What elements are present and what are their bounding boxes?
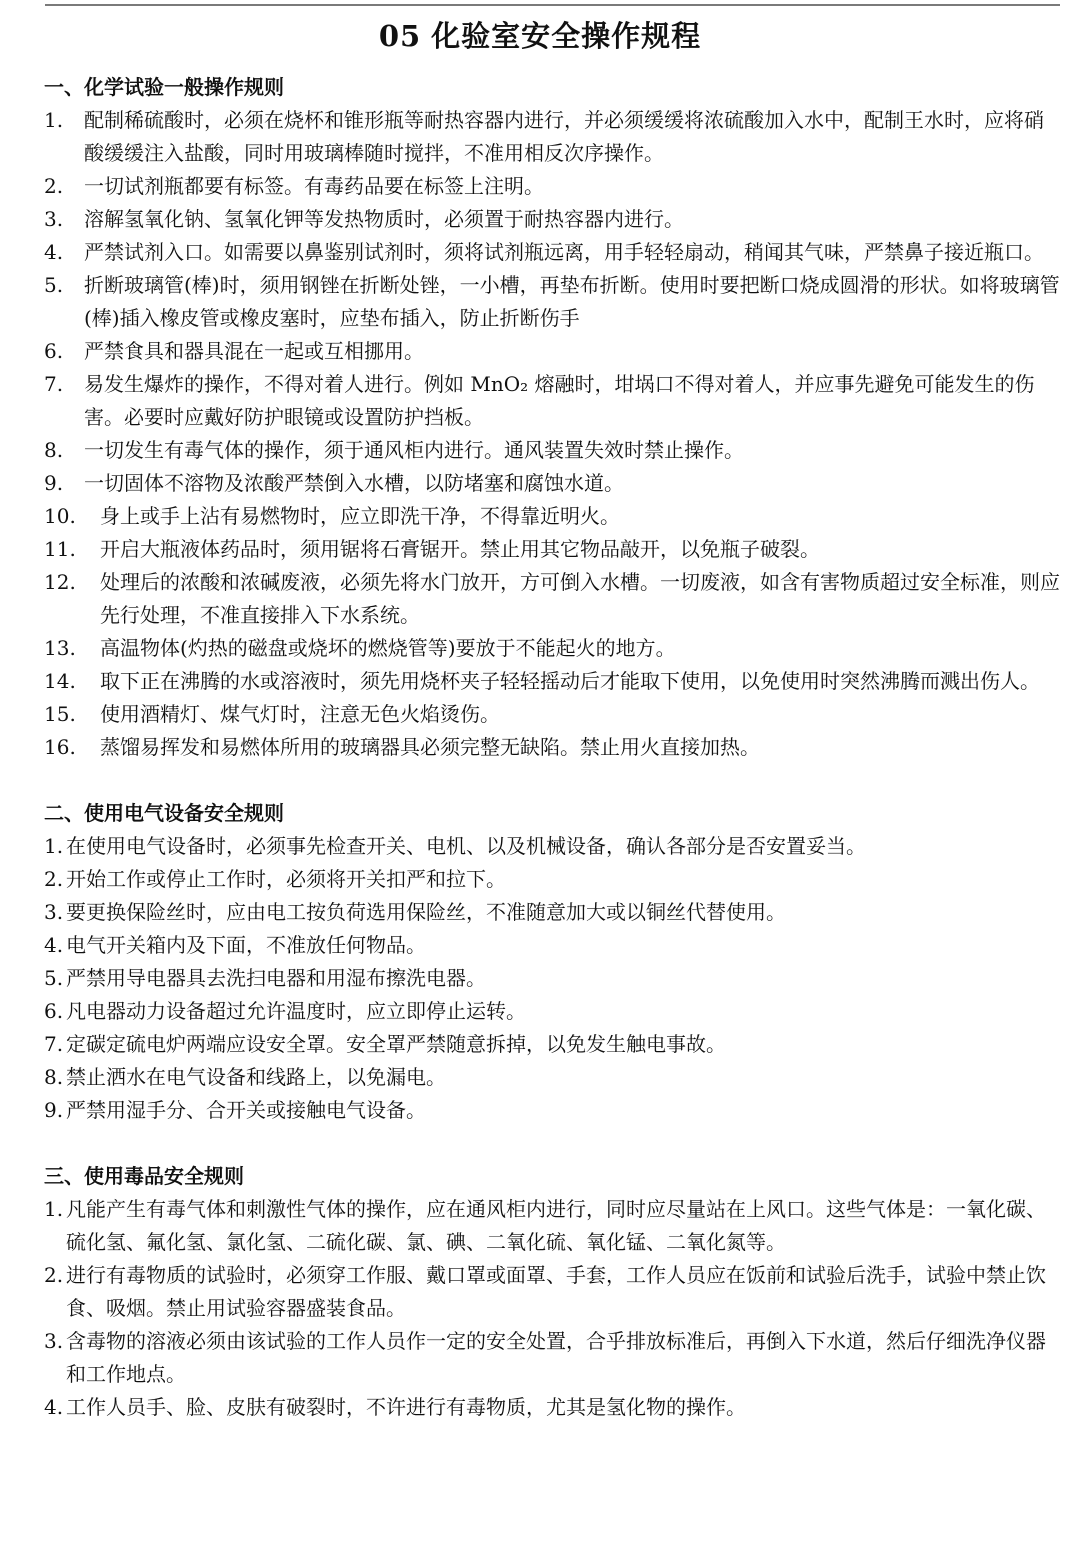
list-item: [44, 1061, 1060, 1094]
list-item: [44, 962, 1060, 995]
section-electrical-rules: [44, 796, 1060, 1127]
item-text: 处理后的浓酸和浓碱废液，必须先将水门放开，方可倒入水槽。一切废液，如含有害物质超过安全标准，则应先行处理，不准直接排入下水系统。: [100, 570, 1060, 627]
list-item: [44, 104, 1060, 170]
item-number: 8.: [44, 1065, 64, 1089]
item-text: 严禁试剂入口。如需要以鼻鉴别试剂时，须将试剂瓶远离，用手轻轻扇动，稍闻其气味，严禁鼻子接近瓶口。: [84, 240, 1044, 264]
section-heading: 一、化学试验一般操作规则: [44, 75, 284, 99]
list-item: [44, 665, 1060, 698]
item-text: 使用酒精灯、煤气灯时，注意无色火焰烫伤。: [100, 702, 500, 726]
item-text: 一切试剂瓶都要有标签。有毒药品要在标签上注明。: [84, 174, 544, 198]
list-item: [44, 368, 1060, 434]
list-item: [44, 1193, 1060, 1259]
list-item: [44, 533, 1060, 566]
item-text: 取下正在沸腾的水或溶液时，须先用烧杯夹子轻轻摇动后才能取下使用，以免使用时突然沸腾而溅出伤人。: [100, 669, 1040, 693]
item-text: 一切发生有毒气体的操作，须于通风柜内进行。通风装置失效时禁止操作。: [84, 438, 744, 462]
item-text: 开始工作或停止工作时，必须将开关扣严和拉下。: [66, 867, 506, 891]
item-number: 7.: [44, 372, 64, 396]
item-text: 进行有毒物质的试验时，必须穿工作服、戴口罩或面罩、手套，工作人员应在饭前和试验后洗手，试验中禁止饮食、吸烟。禁止用试验容器盛装食品。: [66, 1263, 1046, 1320]
item-number: 9.: [44, 1098, 64, 1122]
list-item: [44, 1325, 1060, 1391]
item-number: 4.: [44, 1395, 64, 1419]
item-number: 1.: [44, 108, 64, 132]
item-text: 配制稀硫酸时，必须在烧杯和锥形瓶等耐热容器内进行，并必须缓缓将浓硫酸加入水中，配制王水时，应将硝酸缓缓注入盐酸，同时用玻璃棒随时搅拌，不准用相反次序操作。: [84, 108, 1044, 165]
list-item: [44, 896, 1060, 929]
item-text: 在使用电气设备时，必须事先检查开关、电机、以及机械设备，确认各部分是否安置妥当。: [66, 834, 866, 858]
list-item: [44, 566, 1060, 632]
item-text: 蒸馏易挥发和易燃体所用的玻璃器具必须完整无缺陷。禁止用火直接加热。: [100, 735, 760, 759]
item-number: 11.: [44, 537, 76, 561]
item-number: 15.: [44, 702, 76, 726]
item-text: 定碳定硫电炉两端应设安全罩。安全罩严禁随意拆掉，以免发生触电事故。: [66, 1032, 726, 1056]
list-item: [44, 236, 1060, 269]
item-text: 一切固体不溶物及浓酸严禁倒入水槽，以防堵塞和腐蚀水道。: [84, 471, 624, 495]
top-rule: [45, 4, 1060, 6]
item-text: 凡能产生有毒气体和刺激性气体的操作，应在通风柜内进行，同时应尽量站在上风口。这些气体是：一氧化碳、硫化氢、氟化氢、氯化氢、二硫化碳、氯、碘、二氧化硫、氧化锰、二氧化氮等。: [66, 1197, 1046, 1254]
list-item: [44, 500, 1060, 533]
item-number: 6.: [44, 999, 64, 1023]
item-text: 易发生爆炸的操作，不得对着人进行。例如 MnO₂ 熔融时，坩埚口不得对着人，并应事先避免可能发生的伤害。必要时应戴好防护眼镜或设置防护挡板。: [84, 372, 1035, 429]
list-item: [44, 929, 1060, 962]
item-number: 1.: [44, 834, 64, 858]
list-item: [44, 467, 1060, 500]
item-text: 折断玻璃管(棒)时，须用钢锉在折断处锉，一小槽，再垫布折断。使用时要把断口烧成圆滑的形状。如将玻璃管(棒)插入橡皮管或橡皮塞时，应垫布插入，防止折断伤手: [84, 273, 1060, 330]
list-item: [44, 863, 1060, 896]
list-item: [44, 335, 1060, 368]
list-item: [44, 731, 1060, 764]
item-number: 10.: [44, 504, 76, 528]
item-number: 3.: [44, 900, 64, 924]
list-item: [44, 698, 1060, 731]
item-number: 4.: [44, 240, 64, 264]
item-text: 要更换保险丝时，应由电工按负荷选用保险丝，不准随意加大或以铜丝代替使用。: [66, 900, 786, 924]
item-number: 8.: [44, 438, 64, 462]
item-number: 5.: [44, 966, 64, 990]
item-text: 身上或手上沾有易燃物时，应立即洗干净，不得靠近明火。: [100, 504, 620, 528]
item-number: 2.: [44, 867, 64, 891]
item-number: 13.: [44, 636, 76, 660]
title-number: 05: [378, 19, 422, 53]
item-text: 开启大瓶液体药品时，须用锯将石膏锯开。禁止用其它物品敲开，以免瓶子破裂。: [100, 537, 820, 561]
item-text: 高温物体(灼热的磁盘或烧坏的燃烧管等)要放于不能起火的地方。: [100, 636, 676, 660]
list-item: [44, 632, 1060, 665]
list-item: [44, 434, 1060, 467]
item-number: 2.: [44, 1263, 64, 1287]
item-number: 16.: [44, 735, 76, 759]
item-number: 3.: [44, 207, 64, 231]
item-number: 3.: [44, 1329, 64, 1353]
list-item: [44, 269, 1060, 335]
item-number: 12.: [44, 570, 76, 594]
item-number: 2.: [44, 174, 64, 198]
item-text: 严禁用导电器具去洗扫电器和用湿布擦洗电器。: [66, 966, 486, 990]
item-text: 电气开关箱内及下面，不准放任何物品。: [66, 933, 426, 957]
item-text: 禁止洒水在电气设备和线路上，以免漏电。: [66, 1065, 446, 1089]
item-text: 工作人员手、脸、皮肤有破裂时，不许进行有毒物质，尤其是氢化物的操作。: [66, 1395, 746, 1419]
section-heading: 三、使用毒品安全规则: [44, 1164, 244, 1188]
list-item: [44, 203, 1060, 236]
item-text: 严禁食具和器具混在一起或互相挪用。: [84, 339, 424, 363]
item-text: 含毒物的溶液必须由该试验的工作人员作一定的安全处置，合乎排放标准后，再倒入下水道，然后仔细洗净仪器和工作地点。: [66, 1329, 1046, 1386]
list-item: [44, 995, 1060, 1028]
section-chemical-rules: [44, 70, 1060, 764]
list-item: [44, 830, 1060, 863]
list-item: [44, 1094, 1060, 1127]
section-toxic-substance-rules: [44, 1159, 1060, 1424]
list-item: [44, 1028, 1060, 1061]
item-number: 9.: [44, 471, 64, 495]
document-body: [44, 70, 1060, 1424]
item-number: 5.: [44, 273, 64, 297]
section-heading: 二、使用电气设备安全规则: [44, 801, 284, 825]
item-number: 14.: [44, 669, 76, 693]
item-number: 7.: [44, 1032, 64, 1056]
list-item: [44, 1391, 1060, 1424]
item-number: 6.: [44, 339, 64, 363]
list-item: [44, 170, 1060, 203]
title-text: 化验室安全操作规程: [431, 19, 702, 53]
item-number: 1.: [44, 1197, 64, 1221]
item-text: 凡电器动力设备超过允许温度时，应立即停止运转。: [66, 999, 526, 1023]
item-number: 4.: [44, 933, 64, 957]
list-item: [44, 1259, 1060, 1325]
item-text: 严禁用湿手分、合开关或接触电气设备。: [66, 1098, 426, 1122]
item-text: 溶解氢氧化钠、氢氧化钾等发热物质时，必须置于耐热容器内进行。: [84, 207, 684, 231]
page-title: [0, 14, 1080, 58]
